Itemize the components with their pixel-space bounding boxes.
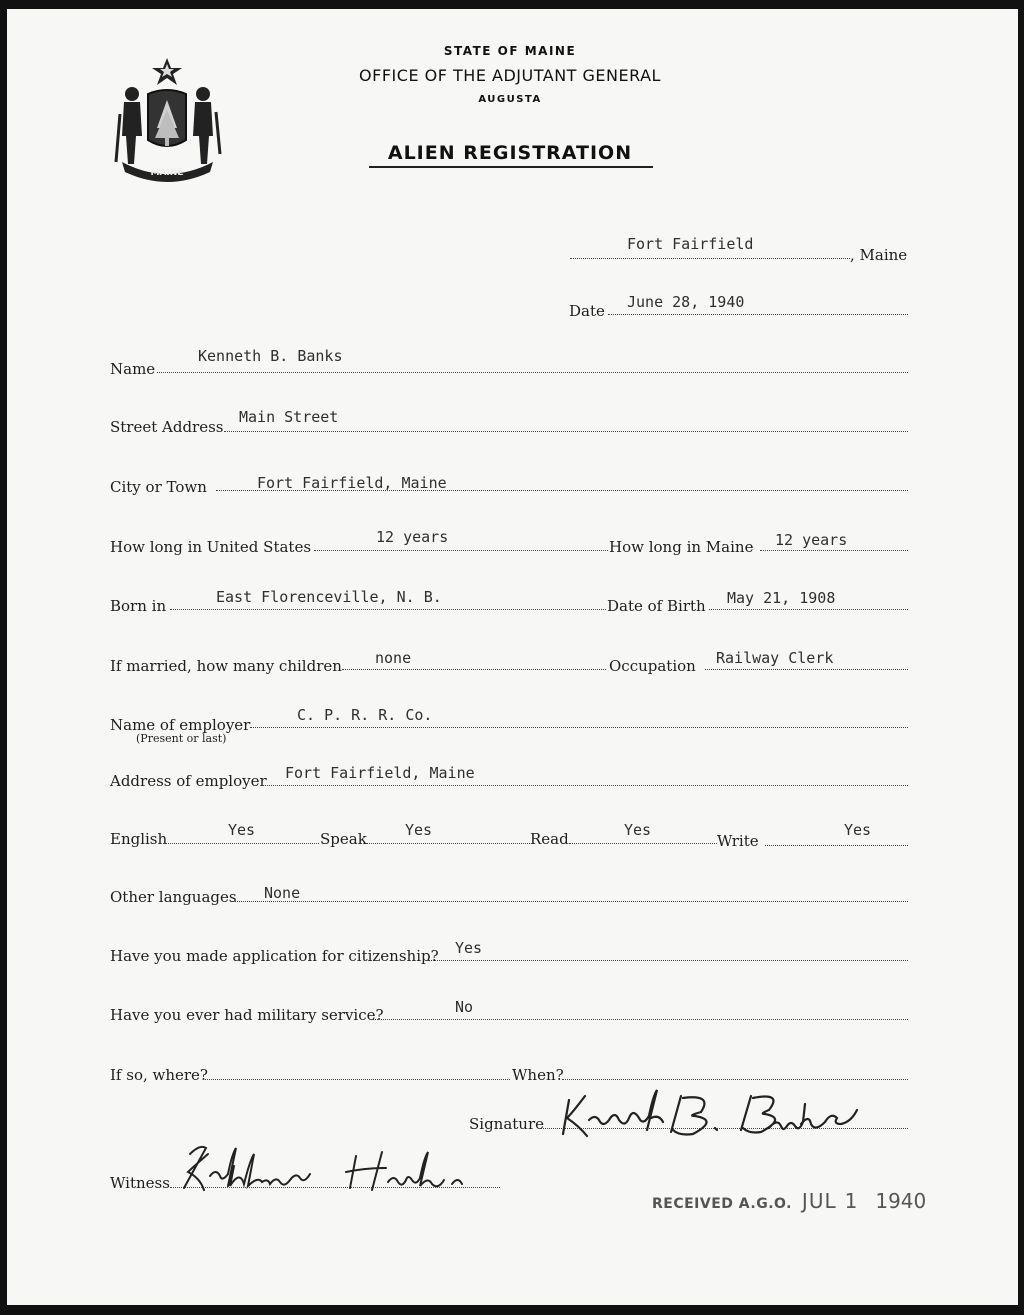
state-heading: STATE OF MAINE [443,44,577,58]
seal-banner: MAINE [150,168,184,178]
read-line [569,843,717,844]
other-languages-value: None [264,884,301,902]
employer-address-value: Fort Fairfield, Maine [285,764,475,782]
english-line [163,843,319,844]
street-line [224,431,908,432]
date-value: June 28, 1940 [627,293,745,311]
born-in-label: Born in [110,597,167,615]
how-long-maine-label: How long in Maine [609,538,754,556]
stamp-month: JUL [801,1189,837,1213]
occupation-value: Railway Clerk [716,649,834,667]
place-suffix: , Maine [850,246,908,264]
signature-label: Signature [469,1115,545,1133]
city-town-value: Fort Fairfield, Maine [257,474,447,492]
where-line [203,1079,510,1080]
occupation-label: Occupation [609,657,696,675]
place-line [570,258,850,259]
children-value: none [375,649,412,667]
place-value: Fort Fairfield [627,235,754,253]
children-label: If married, how many children [110,657,342,675]
when-line [562,1079,908,1080]
children-line [342,669,606,670]
employer-value: C. P. R. R. Co. [297,706,433,724]
other-languages-line [232,901,908,902]
street-label: Street Address [110,418,224,436]
born-in-line [170,609,606,610]
speak-line [366,843,530,844]
received-stamp [652,1189,926,1213]
dob-line [709,609,908,610]
employer-sublabel: (Present or last) [136,732,227,745]
scan-border-bottom [0,1305,1024,1315]
office-heading: OFFICE OF THE ADJUTANT GENERAL [359,66,661,85]
how-long-maine-line [760,550,908,551]
citizenship-value: Yes [455,939,483,957]
employer-address-label: Address of employer [110,772,267,790]
date-line [608,314,908,315]
when-label: When? [512,1066,564,1084]
english-label: English [110,830,168,848]
maine-seal-icon [110,54,225,184]
occupation-line [705,669,908,670]
name-value: Kenneth B. Banks [198,347,343,365]
witness-label: Witness [110,1174,170,1192]
citizenship-label: Have you made application for citizenship? [110,947,439,965]
city-town-label: City or Town [110,478,207,496]
read-label: Read [530,830,569,848]
title-underline [369,166,653,168]
where-label: If so, where? [110,1066,208,1084]
other-languages-label: Other languages [110,888,237,906]
military-line [373,1019,908,1020]
write-value: Yes [844,821,872,839]
born-in-value: East Florenceville, N. B. [216,588,442,606]
stamp-year: 1940 [875,1189,927,1213]
speak-label: Speak [320,830,367,848]
citizenship-line [428,960,908,961]
english-value: Yes [228,821,256,839]
witness-signature-image [160,1138,505,1196]
speak-value: Yes [405,821,433,839]
dob-label: Date of Birth [607,597,706,615]
write-line [765,845,908,846]
scan-border-right [1018,0,1024,1315]
read-value: Yes [624,821,652,839]
date-label: Date [569,302,605,320]
employer-address-line [262,785,908,786]
signature-image [555,1082,875,1142]
how-long-us-line [314,550,608,551]
military-label: Have you ever had military service? [110,1006,384,1024]
military-value: No [455,998,474,1016]
name-line [157,372,908,373]
name-label: Name [110,360,156,378]
dob-value: May 21, 1908 [727,589,836,607]
stamp-day: 1 [844,1189,858,1213]
scan-border-left [0,0,7,1315]
street-value: Main Street [239,408,339,426]
how-long-us-value: 12 years [376,528,449,546]
write-label: Write [717,832,759,850]
how-long-maine-value: 12 years [775,531,848,549]
scan-border-top [0,0,1024,9]
form-title: ALIEN REGISTRATION [387,142,633,164]
employer-label: Name of employer [110,716,251,734]
employer-line [250,727,908,728]
city-heading: AUGUSTA [478,94,542,105]
how-long-us-label: How long in United States [110,538,312,556]
stamp-received: RECEIVED A.G.O. [652,1196,792,1212]
